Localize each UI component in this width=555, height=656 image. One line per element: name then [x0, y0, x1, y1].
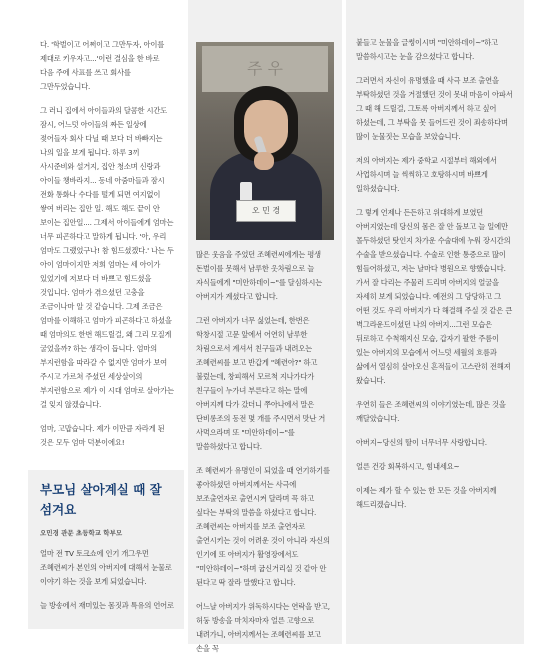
- paragraph: 엄마, 고맙습니다. 제가 이만큼 자라게 된 것은 모두 엄마 덕분이에요!: [40, 424, 165, 447]
- paragraph: 이제는 제가 할 수 있는 한 모든 것을 아버지께 해드리겠습니다.: [356, 486, 497, 509]
- paragraph: 저의 아버지는 제가 중학교 시절부터 해외에서 사업하시며 늘 씩씩하고 호탕하시며 바쁘게 일하셨습니다.: [356, 156, 497, 193]
- nameplate: 오 민 경: [236, 200, 296, 222]
- paragraph: 많은 웃음을 주었던 조혜련씨에게는 평생 돈벌이를 못해서 남루한 옷차림으로 늘 자식들에게 "미안하데이~"를 달심하시는 아버지가 계셨다고 합니다.: [196, 250, 323, 301]
- paragraph: 어느날 아버지가 위독하시다는 연락을 받고, 허둥 방송을 마치자마자 얼른 고향으로 내려가니, 아버지께서는 조혜련씨를 보고 손을 꼭: [196, 602, 330, 653]
- paragraph: 얼마 전 TV 토크쇼에 인기 개그우먼 조혜련씨가 본인의 아버지에 대해서 눈물로 이야기 하는 것을 보게 되었습니다.: [40, 549, 172, 586]
- byline: 오민경 관문 초등학교 학부모: [40, 529, 123, 537]
- paragraph: 조 혜련씨가 유명인이 되었을 때 연기하기를 좋아하셨던 아버지께서는 사극에 보조출연자로 출연시켜 달라며 꼭 하고 싶다는 부탁의 말씀을 하셨다고 합니다. 조혜련씨는 아버지를 보조 출연자로 출연시키는 것이 어려운 것이 아니라 자신의 인기에 또 아버지가 활영장에서도 "미안하데이~"하며 굽신거리실 것 같아 안 된다고 딱 잘라 말했다고 합니다.: [196, 466, 330, 587]
- article-section: [28, 470, 184, 629]
- paragraph: 붙들고 눈물을 글썽이시며 "미안하데이~"하고 말씀하시고는 눈을 감으셨다고 합니다.: [356, 38, 498, 61]
- paragraph: 그 렇게 언제나 든든하고 위대하게 보였던 아버지였는데 당신의 몸은 잘 안 돌보고 늘 일에만 몰두하셨던 탓인지 차가운 수술대에 누워 장시간의 수술을 받으셨습니다. 수술로 인한 통증으로 많이 힘들어하셨고, 저는 날마다 병원으로 향했습니다. 가서 잘 다리는 주물러 드리며 아버지의 얼굴을 자세히 보게 되었습니다. 예전의 그 당당하고 그 어떤 것도 우리 아버지가 다 해결해 주실 것 같은 큰 벽그라운드이셨던 나의 아버지...그런 모습은 뒤로하고 수척해지신 모습, 갑자기 팔한 주름이 있는 아버지의 모습에서 어느덧 세월의 흐름과 삶에서 열심히 살아오신 흔적들이 고스란히 전해져 왔습니다.: [356, 208, 513, 385]
- speaker-photo: [196, 42, 334, 240]
- paragraph: 늘 방송에서 재미있는 몸짓과 특유의 언어로: [40, 601, 174, 610]
- paragraph: 얼른 건강 회복하시고, 힘내세요~: [356, 462, 460, 471]
- column-right: [346, 0, 524, 644]
- section-title: 부모님 살아계실 때 잘 섬겨요: [40, 482, 162, 517]
- photo-figure-face: [244, 100, 288, 154]
- paragraph: 다. '학벌이고 어쩌이고 그만두자, 아이를 제대로 키우자고...'이런 결심을 한 바로 다음 주에 사표를 쓰고 회사를 그만두었습니다.: [40, 40, 165, 91]
- background-sign: 주 우: [202, 46, 328, 92]
- paragraph: 우연히 들은 조혜련씨의 이야기였는데, 많은 것을 깨달았습니다.: [356, 400, 506, 423]
- paragraph: 아버지~당신의 딸이 너무너무 사랑합니다.: [356, 438, 487, 447]
- column-left: [28, 0, 184, 644]
- paragraph: 그런 아버지가 너무 싫었는데, 한번은 학창시절 고문 앞에서 어연히 남루한 차림으로서 계셔서 친구들과 내려오는 조혜련씨를 보고 반갑게 "혜련아?" 하고 불렀는데, 창피해서 모르척 지나가다가 친구들이 누가녀 부른다고 하는 말에 아버지께 다가 갔더니 쭈아나에서 말은 단비롱조의 동전 몇 개를 주시면서 맛난 거 사먹으라며 또 "미안하데이~"를 말씀하셨다고 합니다.: [196, 316, 326, 451]
- paragraph: 그 러니 집에서 아이들과의 달콤한 시간도 잠시, 어느덧 아이들의 짜든 일상에 젖어들자 회사 다닐 때 보다 더 바빠지는 나의 일을 보게 됩니다. 하루 3끼 사시준비와 설거지, 집안 청소며 신랑과 아이들 챙바라지... 동네 아줌마들과 잠시 전화 통화나 수다를 떨게 되면 여지없이 쌓여 버리는 집안 일. 해도 해도 끝이 안 보이는 집안일.... 그제서 아이들에게 엄마는 너무 피곤하다고 말하게 됩니다. '아, 우리 엄마도 그랬었구나! 참 힘드셨겠다.' 나는 두 아이 엄마이지만 저희 엄마는 세 아이가 있었기에 저보다 더 바쁘고 힘드셨을 것입니다. 엄마가 겪으셨던 고충을 조금이나마 알 것 같습니다. 그제 조금은 엄마를 이해하고 엄마가 피곤하다고 하셨을 때 엄마의도 한번 해드릴걸, 왜 그리 모질게 굴었을까? 하는 생각이 듭니다. 엄마의 부지런함을 따라갈 수 없지만 엄마가 보여 주시고 가르쳐 주셨던 세상살이의 부지런함으로 제가 이 시대 엄마로 살아가는 걸 잊지 않겠습니다.: [40, 106, 174, 409]
- paragraph: 그러면서 자신이 유명했을 때 사극 보조 출연을 부탁하셨던 것을 거절했던 것이 못내 마음이 아파서 그 때 해 드릴걸, 그토록 아버지께서 하고 싶어 하셨는데, 그 부탁을 못 들어드린 것이 죄송하다며 많이 눈물짓는 모습을 보았습니다.: [356, 76, 513, 141]
- column-middle: [188, 0, 342, 653]
- photo-figure-hand: [254, 152, 274, 170]
